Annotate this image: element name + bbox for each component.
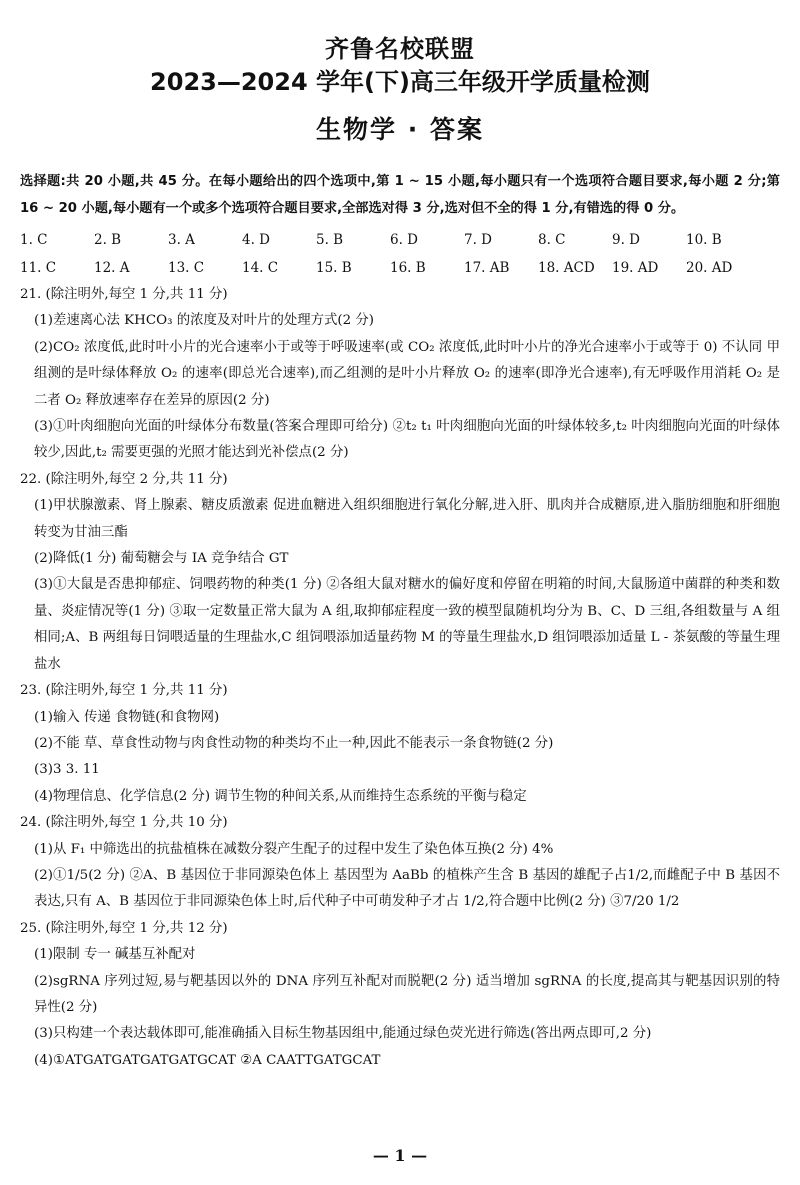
choice-answer-grid [20,226,780,282]
question-21-header: 21. (除注明外,每空 1 分,共 11 分) [20,287,228,302]
question-25-part-3: (3)只构建一个表达载体即可,能准确插入目标生物基因组中,能通过绿色荧光进行筛选(答出两点即可,2 分) [34,1026,652,1042]
question-25-part-2: (2)sgRNA 序列过短,易与靶基因以外的 DNA 序列互补配对而脱靶(2 分) 适当增加 sgRNA 的长度,提高其与靶基因识别的特异性(2 分) [34,973,780,1015]
question-25-header: 25. (除注明外,每空 1 分,共 12 分) [20,920,228,936]
question-25 [20,916,780,1074]
answer-item: 16. B [390,260,426,276]
question-22-header: 22. (除注明外,每空 2 分,共 11 分) [20,471,228,487]
answer-item: 3. A [168,232,195,248]
answer-item: 14. C [242,260,279,276]
question-22-part-2: (2)降低(1 分) 葡萄糖会与 IA 竞争结合 GT [34,551,289,567]
answer-item: 12. A [94,260,130,276]
answer-item: 10. B [686,232,722,248]
org-title: 齐鲁名校联盟 [325,35,475,63]
question-23-header: 23. (除注明外,每空 1 分,共 11 分) [20,683,228,699]
question-25-part-4: (4)①ATGATGATGATGATGCAT ②A CAATTGATGCAT [34,1052,381,1068]
answer-item: 19. AD [612,260,659,276]
question-21-part-1: (1)差速离心法 KHCO₃ 的浓度及对叶片的处理方式(2 分) [34,313,375,329]
exam-title: 2023—2024 学年(下)高三年级开学质量检测 [150,68,650,96]
answer-item: 6. D [390,232,418,248]
question-24 [20,810,780,916]
question-22-part-1: (1)甲状腺激素、肾上腺素、糖皮质激素 促进血糖进入组织细胞进行氧化分解,进入肝、肌肉并合成糖原,进入脂肪细胞和肝细胞转变为甘油三酯 [34,498,780,540]
question-21 [20,282,780,467]
answer-item: 4. D [242,232,270,248]
answer-row-2 [20,254,780,282]
answer-item: 20. AD [686,260,733,276]
question-25-part-1: (1)限制 专一 碱基互补配对 [34,947,196,963]
answer-item: 18. ACD [538,260,595,276]
answer-row-1 [20,226,780,254]
answer-item: 1. C [20,232,48,248]
question-22-part-3: (3)①大鼠是否患抑郁症、饲喂药物的种类(1 分) ②各组大鼠对糖水的偏好度和停留在明箱的时间,大鼠肠道中菌群的种类和数量、炎症情况等(1 分) ③取一定数量正常大鼠为 A 组,取抑郁症程度一致的模型鼠随机均分为 B、C、D 三组,各组数量与 A 组相同;A、B 两组每日饲喂适量的生理盐水,C 组饲喂添加适量药物 M 的等量生理盐水,D 组饲喂添加适量 L - 茶氨酸的等量生理盐水 [34,577,780,672]
answer-item: 2. B [94,232,122,248]
question-24-part-2: (2)①1/5(2 分) ②A、B 基因位于非同源染色体上 基因型为 AaBb 的植株产生含 B 基因的雄配子占1/2,而雌配子中 B 基因不表达,只有 A、B 基因位于非同源染色体上时,后代种子中可萌发种子才占 1/2,符合题中比例(2 分) ③7/20 1/2 [34,867,780,910]
question-22 [20,467,780,678]
question-21-part-3: (3)①叶肉细胞向光面的叶绿体分布数量(答案合理即可给分) ②t₂ t₁ 叶肉细胞向光面的叶绿体较多,t₂ 叶肉细胞向光面的叶绿体较少,因此,t₂ 需要更强的光照才能达到光补偿点(2 分) [34,419,780,461]
answer-item: 13. C [168,260,205,276]
answer-item: 7. D [464,232,492,248]
question-24-header: 24. (除注明外,每空 1 分,共 10 分) [20,815,228,831]
question-23-part-3: (3)3 3. 11 [34,762,100,778]
subject-title: 生物学 · 答案 [316,115,484,144]
answer-item: 11. C [20,260,57,276]
question-23-part-2: (2)不能 草、草食性动物与肉食性动物的种类均不止一种,因此不能表示一条食物链(2 分) [34,735,554,751]
question-24-part-1: (1)从 F₁ 中筛选出的抗盐植株在减数分裂产生配子的过程中发生了染色体互换(2 分) 4% [34,841,554,857]
answer-item: 5. B [316,232,344,248]
answer-item: 9. D [612,232,640,248]
answer-item: 8. C [538,232,566,248]
choice-section-instructions: 选择题:共 20 小题,共 45 分。在每小题给出的四个选项中,第 1 ~ 15 小题,每小题只有一个选项符合题目要求,每小题 2 分;第 16 ~ 20 小题,每小题有一个或多个选项符合题目要求,全部选对得 3 分,选对但不全的得 1 分,有错选的得 0 分。 [20,174,780,216]
question-23 [20,678,780,810]
answer-item: 17. AB [464,260,510,276]
question-21-part-2: (2)CO₂ 浓度低,此时叶小片的光合速率小于或等于呼吸速率(或 CO₂ 浓度低,此时叶小片的净光合速率小于或等于 0) 不认同 甲组测的是叶绿体释放 O₂ 的速率(即总光合速率),而乙组测的是叶小片释放 O₂ 的速率(即净光合速率),有无呼吸作用消耗 O₂ 是二者 O₂ 释放速率存在差异的原因(2 分) [34,339,780,408]
question-23-part-4: (4)物理信息、化学信息(2 分) 调节生物的种间关系,从而维持生态系统的平衡与稳定 [34,788,527,804]
answer-item: 15. B [316,260,352,276]
question-23-part-1: (1)输入 传递 食物链(和食物网) [34,709,220,725]
page-number: — 1 — [372,1146,428,1165]
